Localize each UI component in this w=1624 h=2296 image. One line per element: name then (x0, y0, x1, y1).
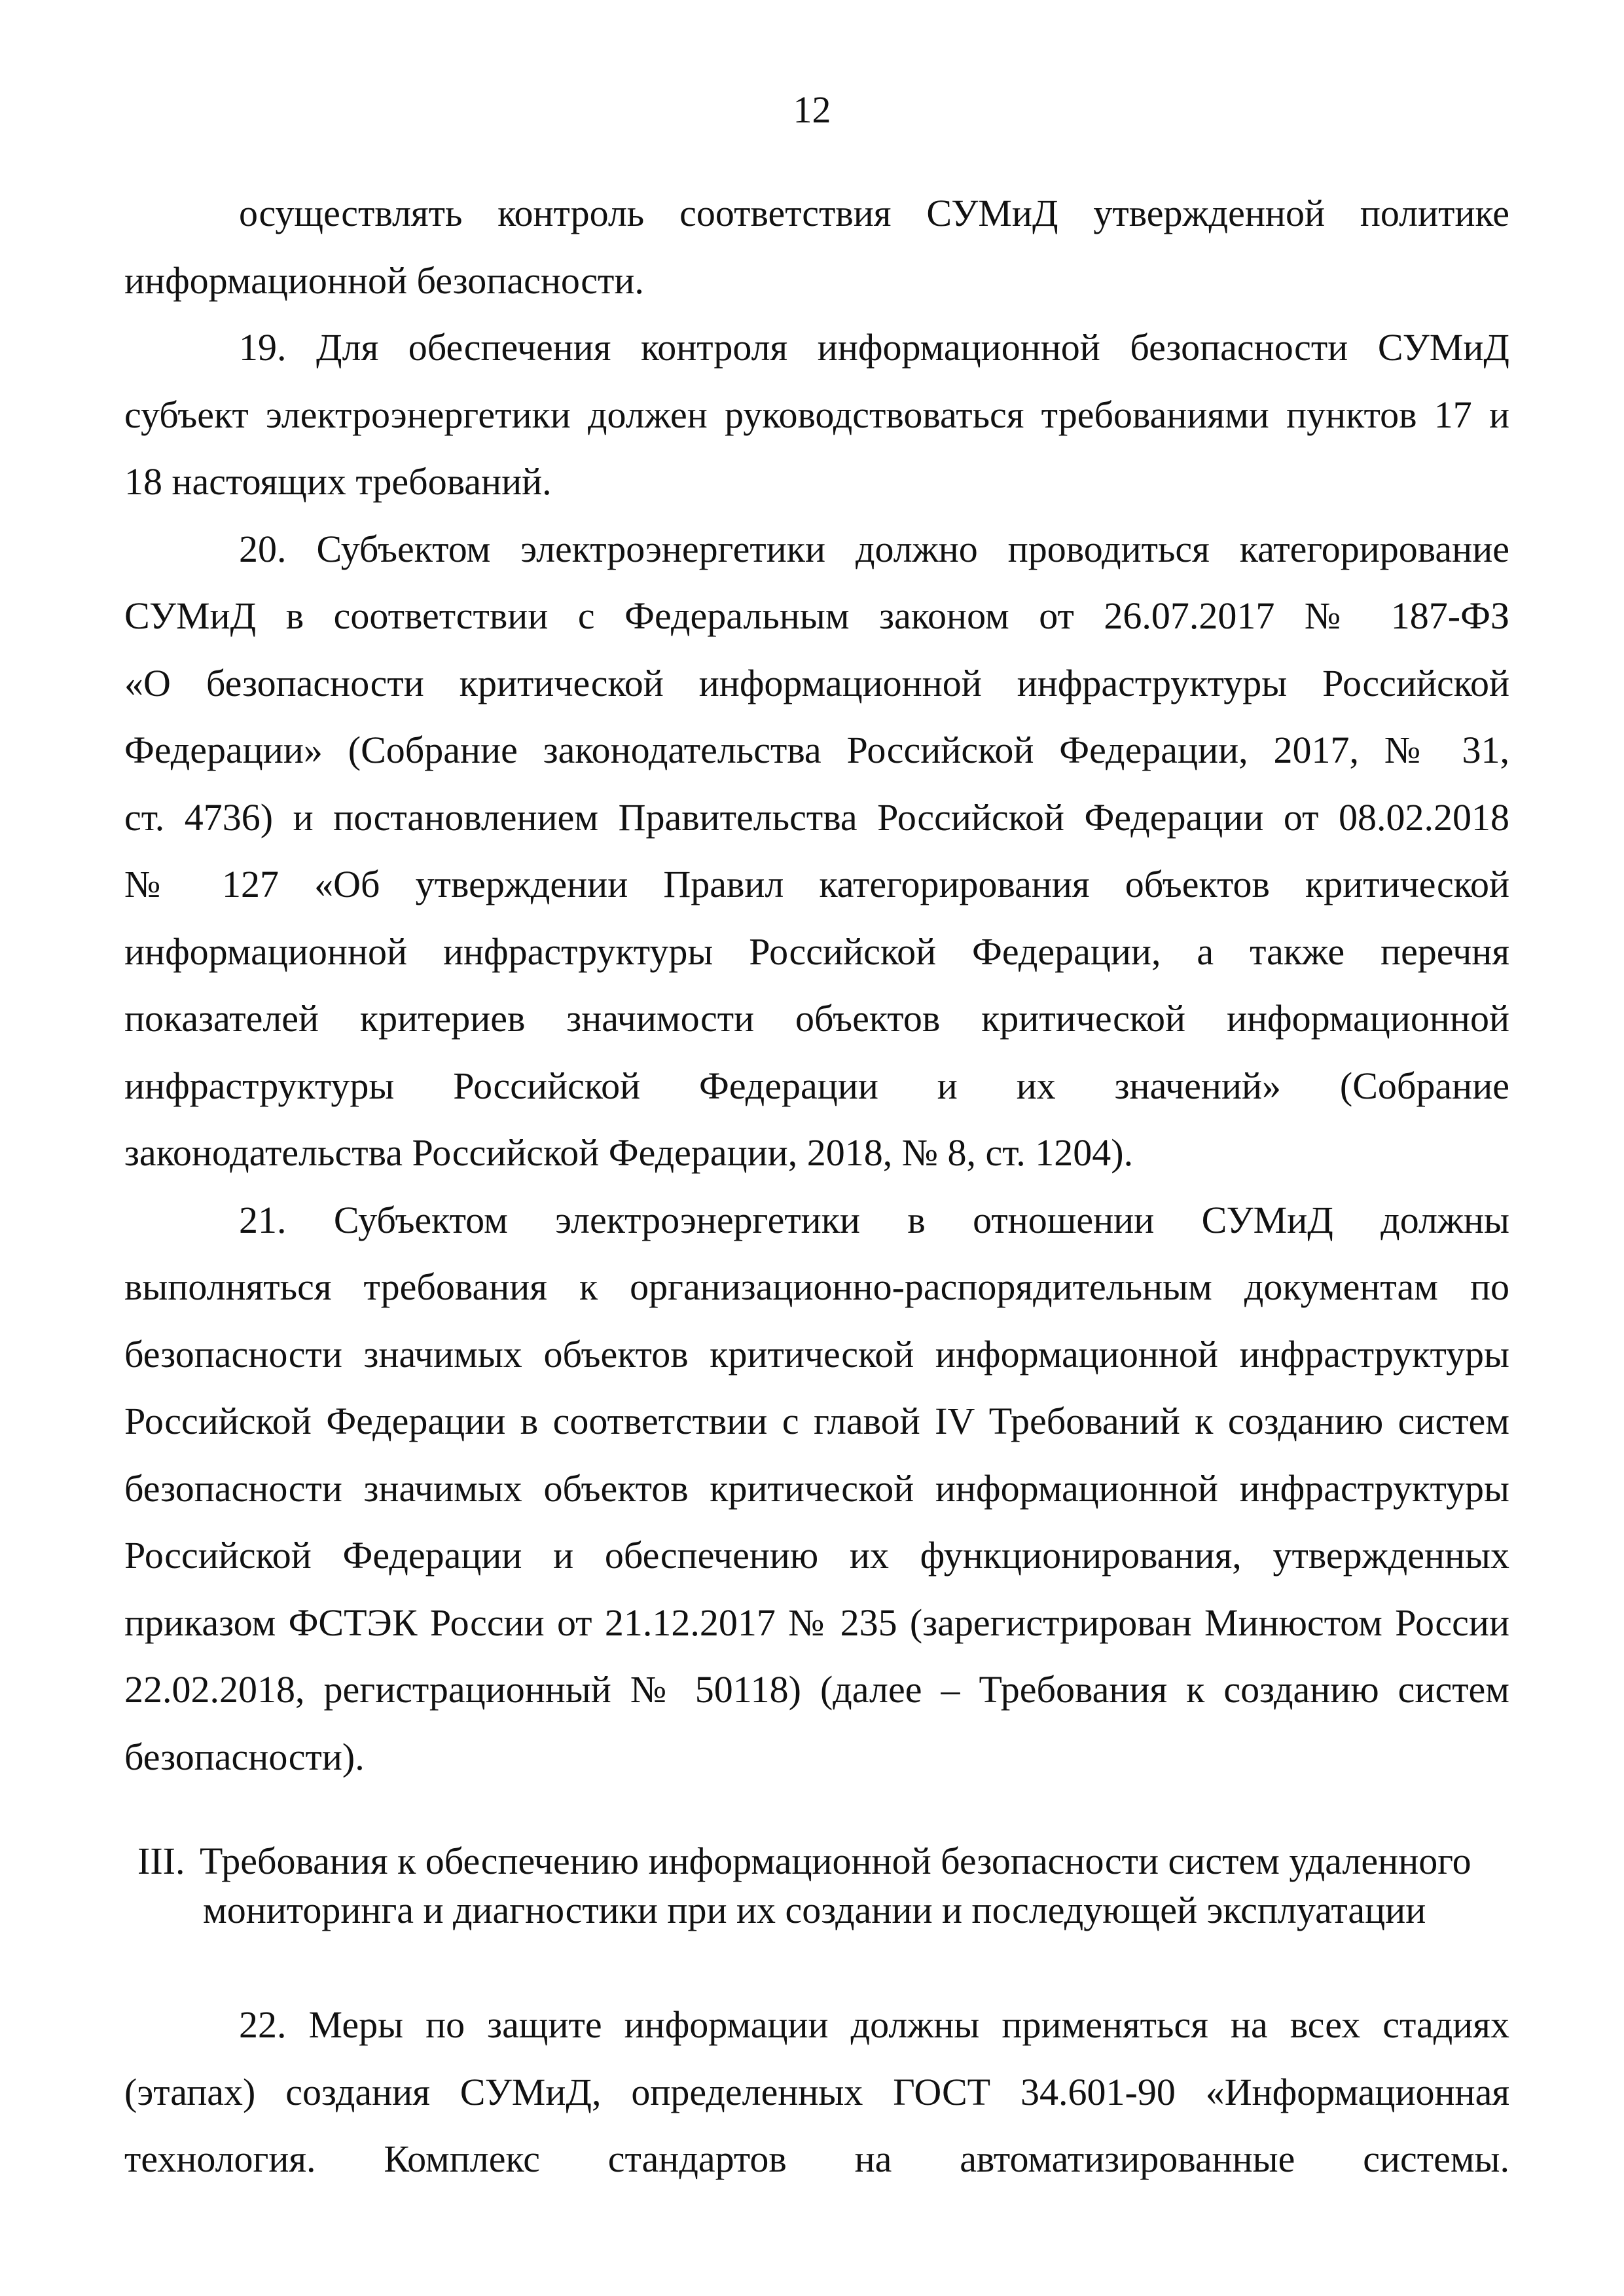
text-line: информационной инфраструктуры Российской Федерации, а также перечня (124, 930, 1509, 973)
text-line: технология. Комплекс стандартов на автоматизированные системы. (124, 2138, 1509, 2180)
text-line: (этапах) создания СУМиД, определенных ГОСТ 34.601-90 «Информационная (124, 2070, 1509, 2113)
paragraph-22-start: 22. Меры по защите информации должны применяться на всех стадиях (239, 2003, 1509, 2046)
text-line: осуществлять контроль соответствия СУМиД утвержденной политике (239, 192, 1509, 234)
spacer (124, 1791, 1509, 1836)
text-line: безопасности). (124, 1735, 365, 1778)
document-body (124, 180, 1509, 2193)
text-line: 18 настоящих требований. (124, 460, 552, 503)
text-line: ст. 4736) и постановлением Правительства Российской Федерации от 08.02.2018 (124, 795, 1509, 839)
spacer (124, 1951, 1509, 1992)
text-line: «О безопасности критической информационной инфраструктуры Российской (124, 661, 1509, 704)
section-heading (124, 1836, 1509, 1951)
text-line: выполняться требования к организационно-распорядительным документам по (124, 1266, 1509, 1308)
paragraph-20-start: 20. Субъектом электроэнергетики должно проводиться категорирование (239, 527, 1509, 570)
text-line: Российской Федерации и обеспечению их функционирования, утвержденных (124, 1534, 1509, 1576)
text-line: Федерации» (Собрание законодательства Российской Федерации, 2017, № 31, (124, 729, 1509, 771)
section-title-line-1: Требования к обеспечению информационной безопасности систем удаленного (200, 1840, 1471, 1882)
section-title-line-2: мониторинга и диагностики при их создании и последующей эксплуатации (203, 1889, 1426, 1931)
paragraph-21-start: 21. Субъектом электроэнергетики в отношении СУМиД должны (239, 1198, 1509, 1241)
text-line: показателей критериев значимости объектов критической информационной (124, 997, 1509, 1040)
section-number: III. (137, 1840, 185, 1882)
text-line: СУМиД в соответствии с Федеральным законом от 26.07.2017 № 187-ФЗ (124, 594, 1509, 637)
page-number: 12 (793, 88, 831, 131)
text-line: безопасности значимых объектов критической информационной инфраструктуры (124, 1467, 1509, 1510)
text-line: приказом ФСТЭК России от 21.12.2017 № 235 (зарегистрирован Минюстом России (124, 1601, 1509, 1644)
text-line: информационной безопасности. (124, 259, 644, 302)
paragraph-19-start: 19. Для обеспечения контроля информационной безопасности СУМиД (239, 326, 1509, 369)
text-line: Российской Федерации в соответствии с главой IV Требований к созданию систем (124, 1400, 1509, 1442)
text-line: № 127 «Об утверждении Правил категорирования объектов критической (124, 863, 1509, 905)
text-line: инфраструктуры Российской Федерации и их значений» (Собрание (124, 1064, 1509, 1107)
text-line: 22.02.2018, регистрационный № 50118) (далее – Требования к созданию систем (124, 1668, 1509, 1711)
section-title (200, 1836, 1509, 1935)
text-line: законодательства Российской Федерации, 2018, № 8, ст. 1204). (124, 1131, 1134, 1174)
text-line: субъект электроэнергетики должен руководствоваться требованиями пунктов 17 и (124, 393, 1509, 436)
text-line: безопасности значимых объектов критической информационной инфраструктуры (124, 1332, 1509, 1376)
